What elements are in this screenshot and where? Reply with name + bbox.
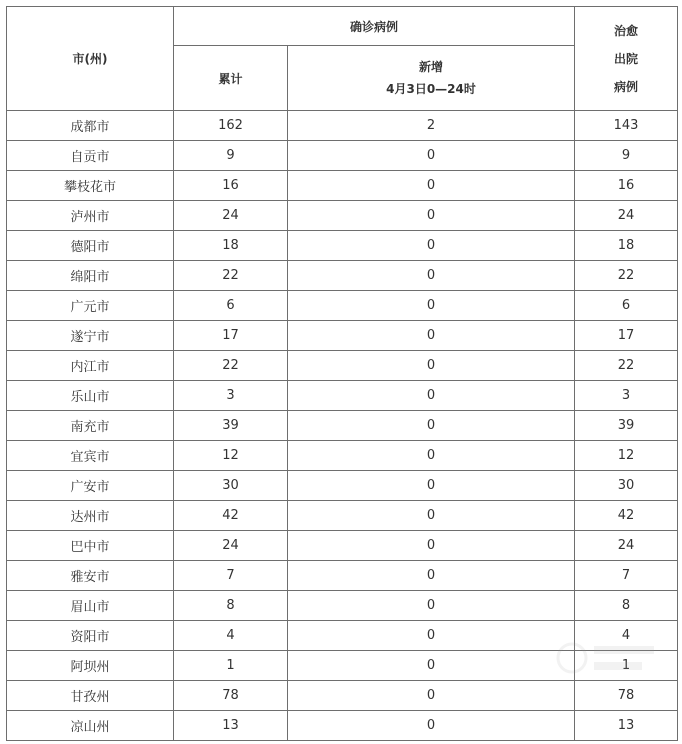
cell-cumulative: 24 xyxy=(174,531,288,561)
cell-cumulative: 24 xyxy=(174,201,288,231)
cell-city: 广元市 xyxy=(7,291,174,321)
cell-discharged: 24 xyxy=(575,531,678,561)
table-row xyxy=(7,561,678,591)
table-row xyxy=(7,501,678,531)
covid-cases-table xyxy=(6,6,678,741)
cell-city: 眉山市 xyxy=(7,591,174,621)
cell-cumulative: 1 xyxy=(174,651,288,681)
cell-city: 乐山市 xyxy=(7,381,174,411)
cell-city: 达州市 xyxy=(7,501,174,531)
cell-city: 绵阳市 xyxy=(7,261,174,291)
cell-discharged: 8 xyxy=(575,591,678,621)
table-row xyxy=(7,651,678,681)
cell-discharged: 22 xyxy=(575,261,678,291)
cell-cumulative: 9 xyxy=(174,141,288,171)
header-cumulative: 累计 xyxy=(174,46,288,111)
cell-new: 2 xyxy=(288,111,575,141)
cell-cumulative: 3 xyxy=(174,381,288,411)
cell-discharged: 39 xyxy=(575,411,678,441)
table-row xyxy=(7,201,678,231)
cell-discharged: 3 xyxy=(575,381,678,411)
cell-discharged: 7 xyxy=(575,561,678,591)
table-row xyxy=(7,411,678,441)
cell-new: 0 xyxy=(288,441,575,471)
cell-city: 遂宁市 xyxy=(7,321,174,351)
table-row xyxy=(7,681,678,711)
table-row xyxy=(7,321,678,351)
table-row xyxy=(7,351,678,381)
cell-discharged: 42 xyxy=(575,501,678,531)
cell-city: 资阳市 xyxy=(7,621,174,651)
cell-new: 0 xyxy=(288,201,575,231)
cell-cumulative: 6 xyxy=(174,291,288,321)
cell-new: 0 xyxy=(288,291,575,321)
cell-city: 南充市 xyxy=(7,411,174,441)
header-discharged-line2: 出院 xyxy=(614,51,639,66)
cell-new: 0 xyxy=(288,141,575,171)
table-body xyxy=(7,111,678,741)
table-row xyxy=(7,111,678,141)
cell-cumulative: 162 xyxy=(174,111,288,141)
cell-discharged: 6 xyxy=(575,291,678,321)
cell-discharged: 13 xyxy=(575,711,678,741)
cell-cumulative: 7 xyxy=(174,561,288,591)
cell-discharged: 9 xyxy=(575,141,678,171)
header-confirmed-group: 确诊病例 xyxy=(174,7,575,46)
cell-cumulative: 17 xyxy=(174,321,288,351)
header-discharged xyxy=(575,7,678,111)
cell-cumulative: 78 xyxy=(174,681,288,711)
cell-new: 0 xyxy=(288,621,575,651)
header-discharged-line3: 病例 xyxy=(614,79,639,94)
cell-city: 内江市 xyxy=(7,351,174,381)
cell-cumulative: 12 xyxy=(174,441,288,471)
table-row xyxy=(7,441,678,471)
cell-new: 0 xyxy=(288,681,575,711)
cell-discharged: 1 xyxy=(575,651,678,681)
header-discharged-line1: 治愈 xyxy=(614,23,639,38)
header-city: 市(州) xyxy=(7,7,174,111)
cell-new: 0 xyxy=(288,321,575,351)
cell-new: 0 xyxy=(288,501,575,531)
table-row xyxy=(7,291,678,321)
cell-cumulative: 39 xyxy=(174,411,288,441)
table-row xyxy=(7,591,678,621)
cell-discharged: 78 xyxy=(575,681,678,711)
header-new xyxy=(288,46,575,111)
cell-new: 0 xyxy=(288,531,575,561)
cell-discharged: 17 xyxy=(575,321,678,351)
cell-new: 0 xyxy=(288,171,575,201)
cell-cumulative: 13 xyxy=(174,711,288,741)
cell-cumulative: 42 xyxy=(174,501,288,531)
cell-discharged: 16 xyxy=(575,171,678,201)
cell-cumulative: 4 xyxy=(174,621,288,651)
table-row xyxy=(7,231,678,261)
header-new-line2: 4月3日0—24时 xyxy=(386,82,476,96)
cell-discharged: 18 xyxy=(575,231,678,261)
table-header xyxy=(7,7,678,111)
cell-cumulative: 16 xyxy=(174,171,288,201)
cell-new: 0 xyxy=(288,711,575,741)
table-row xyxy=(7,261,678,291)
table-row xyxy=(7,171,678,201)
cell-city: 雅安市 xyxy=(7,561,174,591)
cell-new: 0 xyxy=(288,561,575,591)
cell-new: 0 xyxy=(288,471,575,501)
cell-new: 0 xyxy=(288,261,575,291)
cell-city: 成都市 xyxy=(7,111,174,141)
cell-city: 攀枝花市 xyxy=(7,171,174,201)
cell-discharged: 22 xyxy=(575,351,678,381)
cell-new: 0 xyxy=(288,381,575,411)
table-row xyxy=(7,141,678,171)
cell-cumulative: 22 xyxy=(174,351,288,381)
table-row xyxy=(7,471,678,501)
cell-city: 甘孜州 xyxy=(7,681,174,711)
cell-cumulative: 22 xyxy=(174,261,288,291)
cell-city: 巴中市 xyxy=(7,531,174,561)
cell-city: 自贡市 xyxy=(7,141,174,171)
cell-city: 凉山州 xyxy=(7,711,174,741)
cell-discharged: 12 xyxy=(575,441,678,471)
cell-city: 宜宾市 xyxy=(7,441,174,471)
cell-new: 0 xyxy=(288,651,575,681)
cell-discharged: 30 xyxy=(575,471,678,501)
table-row xyxy=(7,621,678,651)
cell-city: 阿坝州 xyxy=(7,651,174,681)
cell-new: 0 xyxy=(288,351,575,381)
cell-city: 广安市 xyxy=(7,471,174,501)
cell-discharged: 4 xyxy=(575,621,678,651)
cell-cumulative: 18 xyxy=(174,231,288,261)
cell-new: 0 xyxy=(288,591,575,621)
cell-new: 0 xyxy=(288,231,575,261)
header-new-line1: 新增 xyxy=(419,60,444,74)
cell-cumulative: 8 xyxy=(174,591,288,621)
cell-discharged: 143 xyxy=(575,111,678,141)
cell-cumulative: 30 xyxy=(174,471,288,501)
cell-new: 0 xyxy=(288,411,575,441)
cell-discharged: 24 xyxy=(575,201,678,231)
table-row xyxy=(7,381,678,411)
cell-city: 泸州市 xyxy=(7,201,174,231)
cell-city: 德阳市 xyxy=(7,231,174,261)
table-row xyxy=(7,711,678,741)
table-row xyxy=(7,531,678,561)
